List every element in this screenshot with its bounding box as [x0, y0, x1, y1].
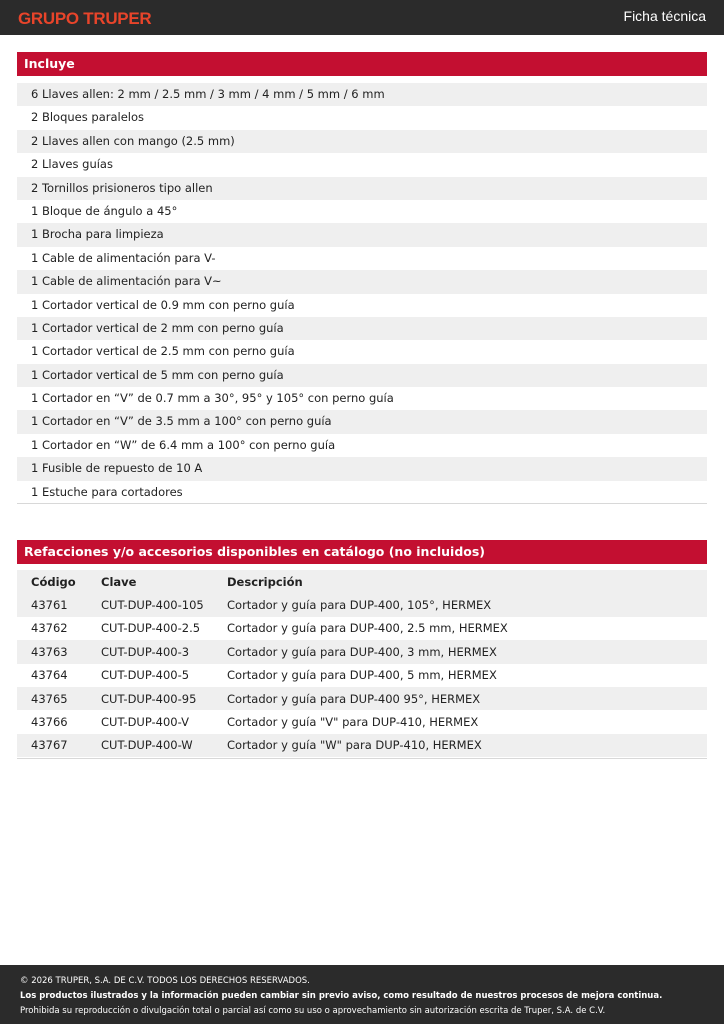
parts-table: [17, 570, 707, 757]
footer-copyright: © 2026 TRUPER, S.A. DE C.V. TODOS LOS DERECHOS RESERVADOS.: [20, 976, 310, 986]
column-header-clave: Clave: [101, 574, 137, 589]
cell-clave: CUT-DUP-400-5: [101, 668, 190, 683]
list-item: 1 Estuche para cortadores: [31, 484, 183, 499]
list-item: 1 Brocha para limpieza: [17, 223, 707, 246]
cell-descripcion: Cortador y guía para DUP-400 95°, HERMEX: [227, 691, 481, 706]
table-row: [17, 640, 707, 663]
parts-table-body: [17, 593, 707, 757]
table-header-row: [17, 570, 707, 593]
cell-codigo: 43764: [31, 668, 68, 683]
footer: [0, 965, 724, 1024]
list-item: 1 Fusible de repuesto de 10 A: [17, 457, 707, 480]
cell-clave: CUT-DUP-400-W: [101, 738, 193, 753]
column-header-descripcion: Descripción: [227, 574, 303, 589]
table-row: [17, 710, 707, 733]
column-header-codigo: Código: [31, 574, 76, 589]
cell-codigo: 43763: [31, 644, 68, 659]
divider: [17, 758, 707, 759]
list-item: 1 Cortador en “V” de 0.7 mm a 30°, 95° y 105° con perno guía: [31, 391, 394, 406]
footer-notice: Los productos ilustrados y la información pueden cambiar sin previo aviso, como resultado de nuestros procesos de mejora continua.: [20, 991, 663, 1001]
list-item: 1 Bloque de ángulo a 45°: [31, 203, 178, 218]
list-item: 1 Cortador vertical de 5 mm con perno guía: [17, 364, 707, 387]
incluye-list: [17, 83, 707, 504]
list-item: 6 Llaves allen: 2 mm / 2.5 mm / 3 mm / 4 mm / 5 mm / 6 mm: [17, 83, 707, 106]
list-item: 1 Cortador vertical de 0.9 mm con perno guía: [31, 297, 295, 312]
cell-descripcion: Cortador y guía para DUP-400, 5 mm, HERMEX: [227, 668, 497, 683]
cell-descripcion: Cortador y guía "V" para DUP-410, HERMEX: [227, 715, 479, 730]
cell-descripcion: Cortador y guía para DUP-400, 2.5 mm, HERMEX: [227, 621, 508, 636]
cell-clave: CUT-DUP-400-95: [101, 691, 197, 706]
cell-clave: CUT-DUP-400-2.5: [101, 621, 201, 636]
list-item: 1 Cortador en “V” de 3.5 mm a 100° con perno guía: [17, 410, 707, 433]
cell-clave: CUT-DUP-400-3: [101, 644, 190, 659]
cell-codigo: 43767: [31, 738, 68, 753]
footer-prohibition: Prohibida su reproducción o divulgación total o parcial así como su uso o aprovechamiento sin autorización escrita de Truper, S.A. de C.V.: [20, 1006, 606, 1016]
table-row: [17, 593, 707, 616]
cell-codigo: 43761: [31, 598, 68, 613]
list-item: 1 Cable de alimentación para V-: [31, 250, 216, 265]
list-item: 1 Cortador vertical de 2 mm con perno guía: [17, 317, 707, 340]
list-item: 2 Bloques paralelos: [31, 110, 145, 125]
top-bar: [0, 0, 724, 35]
table-row: [17, 687, 707, 710]
cell-codigo: 43762: [31, 621, 68, 636]
cell-clave: CUT-DUP-400-V: [101, 715, 189, 730]
list-item: 1 Cable de alimentación para V~: [17, 270, 707, 293]
brand-logo: GRUPO TRUPER: [18, 9, 152, 28]
cell-clave: CUT-DUP-400-105: [101, 598, 204, 613]
cell-codigo: 43765: [31, 691, 68, 706]
divider: [17, 503, 707, 504]
table-row: [17, 617, 707, 640]
cell-codigo: 43766: [31, 715, 68, 730]
list-item: 2 Llaves allen con mango (2.5 mm): [17, 130, 707, 153]
document-type: Ficha técnica: [623, 8, 706, 24]
list-item: 1 Cortador en “W” de 6.4 mm a 100° con perno guía: [31, 437, 336, 452]
cell-descripcion: Cortador y guía "W" para DUP-410, HERMEX: [227, 738, 482, 753]
list-item: 1 Cortador vertical de 2.5 mm con perno guía: [31, 344, 295, 359]
list-item: 2 Llaves guías: [31, 157, 113, 172]
table-row: [17, 664, 707, 687]
list-item: 2 Tornillos prisioneros tipo allen: [17, 177, 707, 200]
cell-descripcion: Cortador y guía para DUP-400, 105°, HERMEX: [227, 598, 492, 613]
section-title-incluye: Incluye: [17, 52, 707, 76]
table-row: [17, 734, 707, 757]
cell-descripcion: Cortador y guía para DUP-400, 3 mm, HERMEX: [227, 644, 497, 659]
section-title-refacciones: Refacciones y/o accesorios disponibles en catálogo (no incluidos): [17, 540, 707, 564]
